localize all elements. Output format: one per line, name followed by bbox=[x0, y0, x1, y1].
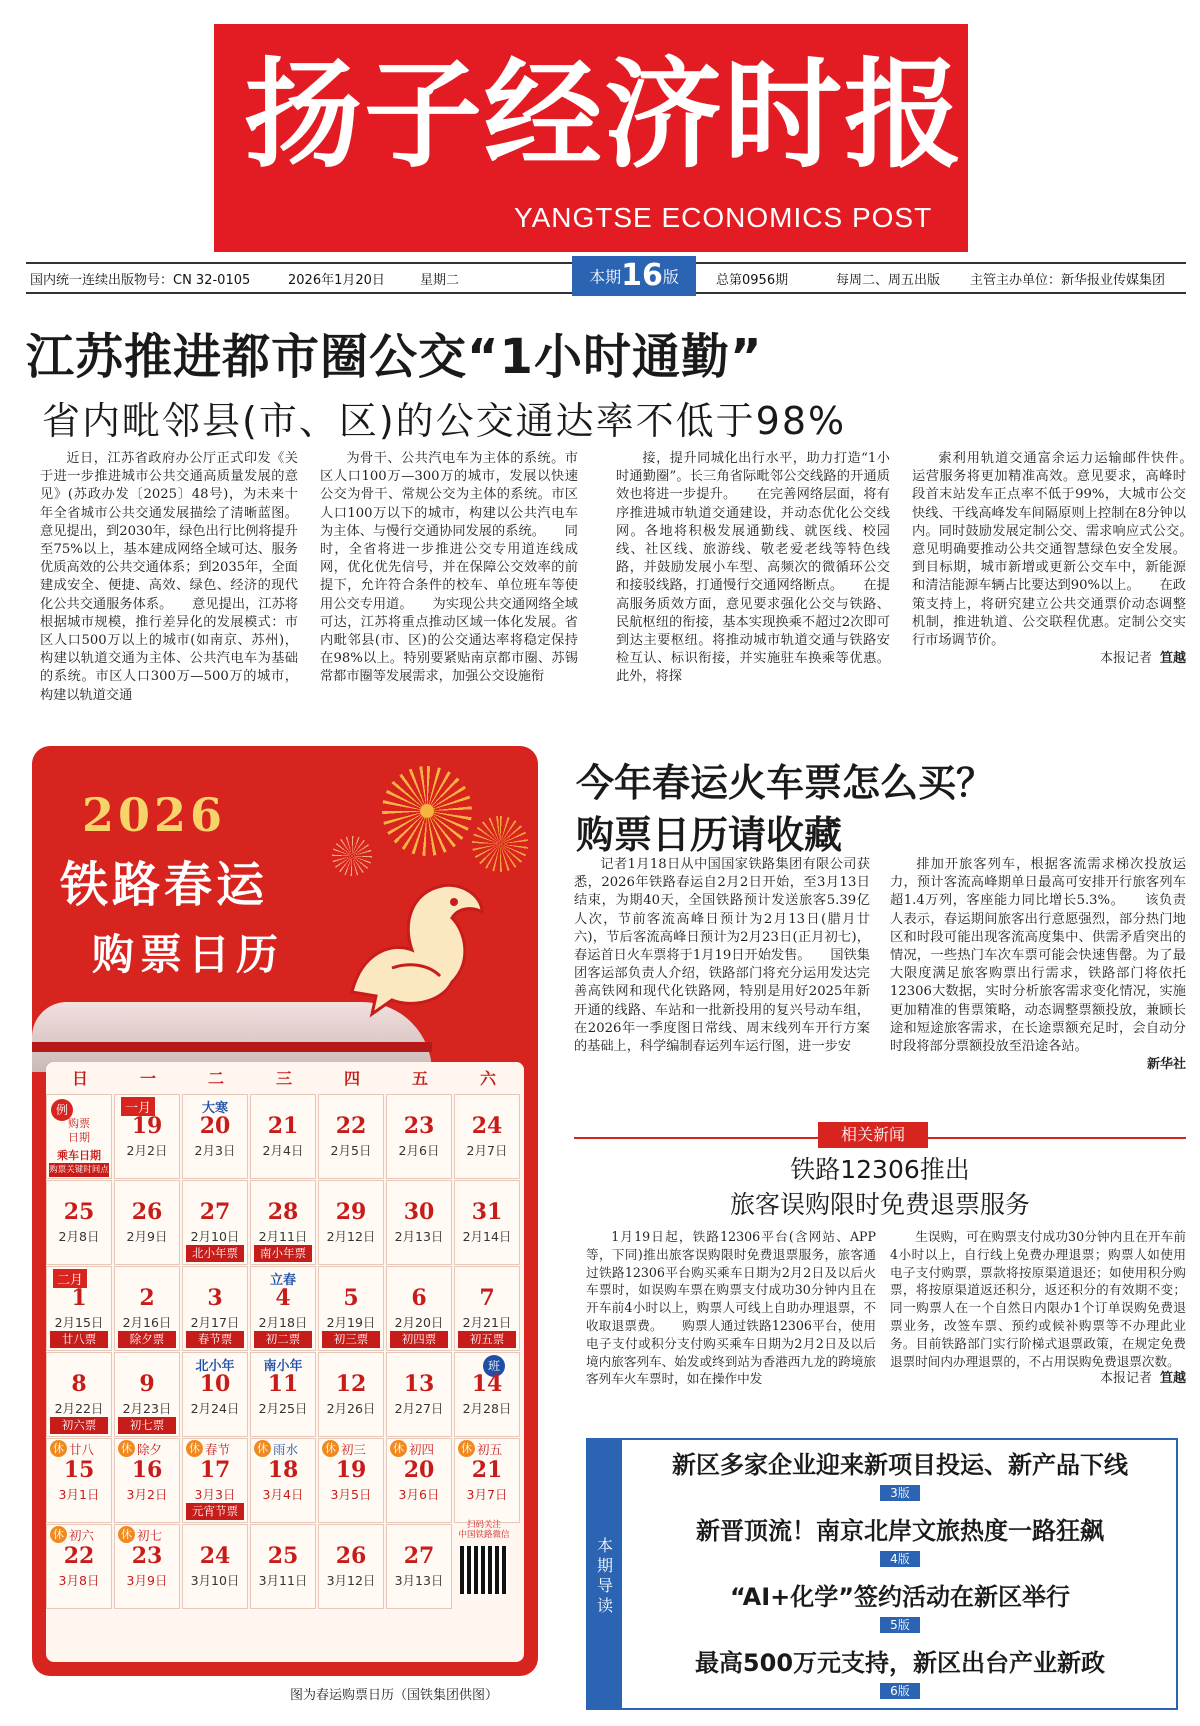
calendar-day-cell bbox=[182, 1524, 248, 1609]
calendar-ride-date: 2月10日 bbox=[190, 1229, 240, 1244]
calendar-cell-tag: 北小年 bbox=[195, 1359, 235, 1374]
calendar-day-cell bbox=[318, 1438, 384, 1523]
guide-item-title: 新区多家企业迎来新项目投运、新产品下线 bbox=[672, 1451, 1128, 1479]
calendar-purchase-day: 13 bbox=[403, 1371, 435, 1397]
calendar-purchase-day: 15 bbox=[63, 1457, 95, 1483]
calendar-ride-date: 2月26日 bbox=[326, 1401, 376, 1416]
lunar-label: 除夕 bbox=[137, 1442, 163, 1457]
poster-year: 2026 bbox=[82, 788, 227, 842]
calendar-purchase-day: 26 bbox=[131, 1199, 163, 1225]
calendar-day-cell bbox=[386, 1524, 452, 1609]
lunar-label: 初七 bbox=[137, 1528, 163, 1543]
calendar-day-cell bbox=[46, 1438, 112, 1523]
calendar-purchase-day: 1 bbox=[71, 1285, 87, 1311]
weekday-label: 四 bbox=[343, 1069, 360, 1088]
calendar-day-cell bbox=[386, 1094, 452, 1179]
calendar-ride-date: 2月19日 bbox=[326, 1315, 376, 1330]
calendar-ride-date: 2月17日 bbox=[190, 1315, 240, 1330]
lead-byline: 本报记者 笪越 bbox=[1099, 651, 1186, 667]
lead-headline: 江苏推进都市圈公交“1小时通勤” bbox=[26, 329, 763, 385]
calendar-ride-date: 2月16日 bbox=[122, 1315, 172, 1330]
calendar-purchase-day: 22 bbox=[63, 1543, 95, 1569]
calendar-cell-tag: 大寒 bbox=[201, 1101, 228, 1116]
calendar-purchase-day: 23 bbox=[131, 1543, 163, 1569]
calendar-purchase-day: 31 bbox=[471, 1199, 503, 1225]
holiday-badge: 休 bbox=[458, 1440, 475, 1457]
lead-column-2: 为骨干、公共汽电车为主体的系统。市区人口100万—300万的城市，发展以快速公交为骨干、常规公交为主体的系统。市区人口100万以下的城市，构建以公共汽电车为主体、与慢行交通协同发展的系统。 同时，全省将进一步推进公交专用道连线成网，优化优先信号，并在保障公交效率的前提下，允许符合条件的校车、单位班车等使用公交专用道。 为实现公共交通网络全域可达，江苏将重点推动区域一体化发展。省内毗邻县(市、区)的公交通达率将稳定保持在98%以上。特别要紧贴南京都市圈、苏锡常都市圈等发展需求，加强公交设施衔 bbox=[320, 451, 578, 685]
guide-item[interactable] bbox=[624, 1580, 1176, 1633]
legend-ride-label: 乘车日期 bbox=[57, 1149, 101, 1162]
calendar-ride-date: 3月11日 bbox=[258, 1573, 308, 1588]
lunar-label: 初五 bbox=[477, 1442, 503, 1457]
calendar-ride-date: 2月7日 bbox=[466, 1143, 508, 1158]
calendar-purchase-day: 12 bbox=[335, 1371, 367, 1397]
calendar-key-ticket: 初五票 bbox=[458, 1331, 516, 1348]
guide-item-page: 6版 bbox=[880, 1683, 920, 1699]
calendar-day-cell bbox=[454, 1094, 520, 1179]
page-count-number: 16 bbox=[621, 258, 663, 293]
second-column-1: 记者1月18日从中国国家铁路集团有限公司获悉，2026年铁路春运自2月2日开始，至3月13日结束，为期40天，全国铁路预计发送旅客5.39亿人次，节前客流高峰日预计为2月13日(腊月廿六)，节后客流高峰日预计为2月23日(正月初七)，春运首日火车票将于1月19日开始发售。 国铁集团客运部负责人介绍，铁路部门将充分运用发达完善高铁网和现代化铁路网，特别是用好2025年新开通的线路、车站和一批新投用的复兴号动车组，在2026年一季度图日常线、周末线列车开行方案的基础上，科学编制春运列车运行图，进一步安 bbox=[574, 857, 870, 1055]
calendar-day-cell bbox=[182, 1094, 248, 1179]
masthead-title: 扬子经济时报 bbox=[244, 45, 965, 184]
calendar-day-cell bbox=[386, 1266, 452, 1351]
guide-item-page: 4版 bbox=[880, 1551, 920, 1567]
calendar-ride-date: 2月15日 bbox=[54, 1315, 104, 1330]
related-news-label: 相关新闻 bbox=[818, 1122, 928, 1148]
calendar-purchase-day: 25 bbox=[267, 1543, 299, 1569]
calendar-ride-date: 3月7日 bbox=[466, 1487, 508, 1502]
calendar-ride-date: 3月10日 bbox=[190, 1573, 240, 1588]
guide-item-title: 新晋顶流！南京北岸文旅热度一路狂飙 bbox=[696, 1517, 1104, 1545]
calendar-day-cell bbox=[182, 1352, 248, 1437]
calendar-cell-tag: 二月 bbox=[53, 1269, 87, 1288]
holiday-badge: 休 bbox=[50, 1440, 67, 1457]
calendar-ride-date: 2月28日 bbox=[462, 1401, 512, 1416]
issue-date: 2026年1月20日 bbox=[288, 273, 385, 288]
holiday-badge: 休 bbox=[118, 1526, 135, 1543]
calendar-cell-tag: 一月 bbox=[121, 1097, 155, 1116]
legend-buy-label: 购票 日期 bbox=[68, 1117, 90, 1144]
calendar-day-cell bbox=[318, 1094, 384, 1179]
calendar-day-cell bbox=[182, 1180, 248, 1265]
calendar-poster bbox=[32, 746, 538, 1676]
legend-badge: 例 bbox=[51, 1099, 73, 1121]
calendar-ride-date: 2月11日 bbox=[258, 1229, 308, 1244]
calendar-day-cell bbox=[46, 1266, 112, 1351]
calendar-day-cell bbox=[46, 1352, 112, 1437]
lunar-label: 初六 bbox=[69, 1528, 95, 1543]
legend-key-label: 购票关键时间点 bbox=[49, 1165, 109, 1175]
holiday-badge: 休 bbox=[390, 1440, 407, 1457]
holiday-badge: 休 bbox=[254, 1440, 271, 1457]
weekday-label: 六 bbox=[479, 1069, 496, 1088]
calendar-purchase-day: 23 bbox=[403, 1113, 435, 1139]
calendar-day-cell bbox=[318, 1180, 384, 1265]
calendar-key-ticket: 初三票 bbox=[322, 1331, 380, 1348]
related-column-1: 1月19日起，铁路12306平台(含网站、APP等，下同)推出旅客误购限时免费退票服务，旅客通过铁路12306平台购买乘车日期为2月2日及以后火车票时，如误购车票在购票支付成功30分钟内且在开车前4小时以上，购票人可线上自助办理退票，不收取退票费。 购票人通过铁路12306平台，使用电子支付或积分支付购买乘车日期为2月2日及以后境内旅客列车、始发或终到站为香港西九龙的跨境旅客列车火车票时，如在操作中发 bbox=[586, 1229, 876, 1387]
calendar-day-cell bbox=[114, 1094, 180, 1179]
calendar-ride-date: 2月13日 bbox=[394, 1229, 444, 1244]
calendar-purchase-day: 27 bbox=[403, 1543, 435, 1569]
weekday-label: 一 bbox=[139, 1069, 156, 1088]
lunar-label: 初三 bbox=[341, 1442, 367, 1457]
related-title-line2: 旅客误购限时免费退票服务 bbox=[729, 1190, 1030, 1219]
related-title-line1: 铁路12306推出 bbox=[790, 1155, 970, 1184]
calendar-purchase-day: 16 bbox=[131, 1457, 163, 1483]
calendar-day-cell bbox=[386, 1352, 452, 1437]
holiday-badge: 休 bbox=[50, 1526, 67, 1543]
calendar-ride-date: 2月9日 bbox=[126, 1229, 168, 1244]
calendar-ride-date: 2月27日 bbox=[394, 1401, 444, 1416]
calendar-key-ticket: 初六票 bbox=[50, 1417, 108, 1434]
calendar-ride-date: 3月1日 bbox=[58, 1487, 100, 1502]
weekday-label: 三 bbox=[275, 1069, 292, 1088]
calendar-day-cell bbox=[182, 1438, 248, 1523]
calendar bbox=[46, 1062, 524, 1662]
calendar-day-cell bbox=[454, 1180, 520, 1265]
lead-column-4: 索利用轨道交通富余运力运输邮件快件。 运营服务将更加精准高效。意见要求，高峰时段首末站发车正点率不低于99%，大城市公交快线、干线高峰发车间隔原则上控制在8分钟以内。同时鼓励发展定制公交、需求响应式公交。 意见明确要推动公共交通智慧绿色安全发展。到目标期，城市新增或更新公交车中，新能源和清洁能源车辆占比要达到90%以上。 在政策支持上，将研究建立公共交通票价动态调整机制，推进轨道、公交联程优惠。定制公交实行市场调节价。 本报记者 笪越 bbox=[912, 450, 1186, 718]
calendar-ride-date: 2月25日 bbox=[258, 1401, 308, 1416]
weekday-label: 日 bbox=[71, 1069, 88, 1088]
calendar-day-cell bbox=[46, 1180, 112, 1265]
calendar-day-cell bbox=[114, 1438, 180, 1523]
calendar-purchase-day: 8 bbox=[71, 1371, 87, 1397]
calendar-day-cell bbox=[250, 1266, 316, 1351]
calendar-day-cell bbox=[114, 1266, 180, 1351]
calendar-ride-date: 2月6日 bbox=[398, 1143, 440, 1158]
calendar-purchase-day: 22 bbox=[335, 1113, 367, 1139]
lead-subheadline: 省内毗邻县(市、区)的公交通达率不低于98% bbox=[42, 399, 847, 443]
lunar-label: 春节 bbox=[205, 1442, 231, 1457]
calendar-purchase-day: 17 bbox=[199, 1457, 231, 1483]
calendar-purchase-day: 26 bbox=[335, 1543, 367, 1569]
second-headline-line2: 购票日历请收藏 bbox=[576, 813, 843, 857]
issue-guide bbox=[586, 1438, 1178, 1710]
calendar-key-ticket: 初七票 bbox=[118, 1417, 176, 1434]
calendar-ride-date: 3月8日 bbox=[58, 1573, 100, 1588]
calendar-day-cell bbox=[250, 1352, 316, 1437]
poster-title-line1: 铁路春运 bbox=[60, 857, 269, 913]
publish-schedule: 每周二、周五出版 bbox=[836, 273, 941, 288]
calendar-ride-date: 3月3日 bbox=[194, 1487, 236, 1502]
calendar-day-cell bbox=[454, 1266, 520, 1351]
calendar-key-ticket: 除夕票 bbox=[118, 1331, 176, 1348]
calendar-purchase-day: 10 bbox=[199, 1371, 231, 1397]
calendar-ride-date: 2月14日 bbox=[462, 1229, 512, 1244]
calendar-day-cell bbox=[318, 1266, 384, 1351]
calendar-purchase-day: 7 bbox=[479, 1285, 495, 1311]
calendar-ride-date: 2月2日 bbox=[126, 1143, 168, 1158]
calendar-ride-date: 2月4日 bbox=[262, 1143, 304, 1158]
calendar-day-cell bbox=[318, 1524, 384, 1609]
calendar-purchase-day: 18 bbox=[267, 1457, 299, 1483]
masthead bbox=[214, 24, 968, 252]
calendar-purchase-day: 21 bbox=[471, 1457, 503, 1483]
guide-item-title: “AI+化学”签约活动在新区举行 bbox=[729, 1583, 1071, 1611]
calendar-key-ticket: 南小年票 bbox=[254, 1245, 312, 1262]
calendar-weekday-row bbox=[46, 1062, 524, 1092]
calendar-purchase-day: 24 bbox=[471, 1113, 503, 1139]
calendar-day-cell bbox=[386, 1438, 452, 1523]
calendar-purchase-day: 5 bbox=[343, 1285, 359, 1311]
lunar-label: 雨水 bbox=[273, 1442, 299, 1457]
publisher: 主管主办单位：新华报业传媒集团 bbox=[970, 273, 1166, 288]
calendar-purchase-day: 30 bbox=[403, 1199, 435, 1225]
related-byline: 本报记者 笪越 bbox=[1099, 1371, 1186, 1387]
calendar-ride-date: 2月5日 bbox=[330, 1143, 372, 1158]
calendar-ride-date: 3月6日 bbox=[398, 1487, 440, 1502]
calendar-day-cell bbox=[46, 1524, 112, 1609]
horse-papercut-icon bbox=[332, 872, 502, 1022]
guide-item[interactable] bbox=[624, 1514, 1176, 1567]
calendar-day-cell bbox=[250, 1438, 316, 1523]
calendar-purchase-day: 20 bbox=[403, 1457, 435, 1483]
weekday-label: 二 bbox=[207, 1069, 224, 1088]
qr-code-icon[interactable] bbox=[460, 1546, 508, 1594]
lunar-label: 初四 bbox=[409, 1442, 435, 1457]
calendar-ride-date: 2月22日 bbox=[54, 1401, 104, 1416]
calendar-ride-date: 3月5日 bbox=[330, 1487, 372, 1502]
calendar-ride-date: 2月3日 bbox=[194, 1143, 236, 1158]
calendar-ride-date: 2月24日 bbox=[190, 1401, 240, 1416]
calendar-ride-date: 3月2日 bbox=[126, 1487, 168, 1502]
calendar-day-cell bbox=[250, 1180, 316, 1265]
publication-number: 国内统一连续出版物号：CN 32-0105 bbox=[30, 273, 251, 288]
calendar-ride-date: 3月9日 bbox=[126, 1573, 168, 1588]
lead-column-3: 接，提升同城化出行水平，助力打造“1小时通勤圈”。长三角省际毗邻公交线路的开通质效也将进一步提升。 在完善网络层面，将有序推进城市轨道交通建设，并动态优化公交线网。各地将积极发展通勤线、就医线、校园线、社区线、旅游线、敬老爱老线等特色线路，并鼓励发展小车型、高频次的微循环公交和接驳线路，打通慢行交通网络断点。 在提高服务质效方面，意见要求强化公交与铁路、民航枢纽的衔接，基本实现换乘不超过2次即可到达主要枢纽。将推动城市轨道交通与铁路安检互认、标识衔接，并实施驻车换乘等优惠。此外，将探 bbox=[616, 451, 890, 685]
calendar-ride-date: 3月12日 bbox=[326, 1573, 376, 1588]
second-byline: 新华社 bbox=[1146, 1057, 1186, 1073]
calendar-day-cell bbox=[454, 1352, 520, 1437]
calendar-day-cell bbox=[114, 1180, 180, 1265]
calendar-ride-date: 2月12日 bbox=[326, 1229, 376, 1244]
calendar-key-ticket: 廿八票 bbox=[50, 1331, 108, 1348]
calendar-purchase-day: 2 bbox=[139, 1285, 155, 1311]
calendar-ride-date: 2月8日 bbox=[58, 1229, 100, 1244]
calendar-ride-date: 2月21日 bbox=[462, 1315, 512, 1330]
calendar-ride-date: 3月13日 bbox=[394, 1573, 444, 1588]
guide-side-label: 本期导读 bbox=[588, 1440, 622, 1708]
guide-item[interactable] bbox=[624, 1646, 1176, 1699]
second-headline-line1: 今年春运火车票怎么买？ bbox=[576, 761, 995, 805]
calendar-key-ticket: 元宵节票 bbox=[186, 1503, 244, 1520]
calendar-purchase-day: 24 bbox=[199, 1543, 231, 1569]
calendar-purchase-day: 27 bbox=[199, 1199, 231, 1225]
calendar-purchase-day: 19 bbox=[131, 1113, 163, 1139]
firework-icon bbox=[382, 766, 472, 856]
calendar-purchase-day: 20 bbox=[199, 1113, 231, 1139]
calendar-purchase-day: 14 bbox=[471, 1371, 503, 1397]
calendar-ride-date: 2月20日 bbox=[394, 1315, 444, 1330]
calendar-purchase-day: 19 bbox=[335, 1457, 367, 1483]
calendar-purchase-day: 21 bbox=[267, 1113, 299, 1139]
page-count-prefix: 本期 bbox=[589, 267, 622, 287]
calendar-purchase-day: 11 bbox=[267, 1371, 299, 1397]
calendar-key-ticket: 北小年票 bbox=[186, 1245, 244, 1262]
issue-number: 总第0956期 bbox=[716, 273, 789, 288]
guide-item-page: 3版 bbox=[880, 1485, 920, 1501]
calendar-ride-date: 2月23日 bbox=[122, 1401, 172, 1416]
train-stripe bbox=[32, 1042, 432, 1052]
holiday-badge: 休 bbox=[186, 1440, 203, 1457]
calendar-cell-tag: 南小年 bbox=[263, 1359, 303, 1374]
calendar-purchase-day: 3 bbox=[207, 1285, 223, 1311]
poster-caption: 图为春运购票日历（国铁集团供图） bbox=[290, 1688, 499, 1703]
calendar-purchase-day: 9 bbox=[139, 1371, 155, 1397]
qr-caption: 扫码关注 中国铁路微信 bbox=[458, 1520, 510, 1540]
calendar-purchase-day: 6 bbox=[411, 1285, 427, 1311]
calendar-legend bbox=[46, 1094, 112, 1179]
guide-item[interactable] bbox=[624, 1448, 1176, 1501]
holiday-badge: 休 bbox=[118, 1440, 135, 1457]
guide-item-page: 5版 bbox=[880, 1617, 920, 1633]
calendar-day-cell bbox=[114, 1352, 180, 1437]
calendar-day-cell bbox=[114, 1524, 180, 1609]
calendar-purchase-day: 28 bbox=[267, 1199, 299, 1225]
page-count-suffix: 版 bbox=[662, 267, 679, 287]
qr-block bbox=[454, 1518, 514, 1603]
calendar-day-cell bbox=[182, 1266, 248, 1351]
firework-icon bbox=[332, 836, 372, 876]
holiday-badge: 休 bbox=[322, 1440, 339, 1457]
poster-title-line2: 购票日历 bbox=[92, 930, 285, 979]
calendar-purchase-day: 4 bbox=[275, 1285, 291, 1311]
calendar-key-ticket: 初二票 bbox=[254, 1331, 312, 1348]
calendar-day-cell bbox=[318, 1352, 384, 1437]
info-bar bbox=[26, 258, 1186, 294]
calendar-day-cell bbox=[250, 1524, 316, 1609]
weekday-label: 五 bbox=[411, 1069, 428, 1088]
firework-icon bbox=[472, 816, 528, 872]
calendar-day-cell bbox=[386, 1180, 452, 1265]
calendar-purchase-day: 29 bbox=[335, 1199, 367, 1225]
calendar-key-ticket: 初四票 bbox=[390, 1331, 448, 1348]
calendar-purchase-day: 25 bbox=[63, 1199, 95, 1225]
calendar-key-ticket: 春节票 bbox=[186, 1331, 244, 1348]
calendar-day-cell bbox=[454, 1438, 520, 1523]
workday-badge: 班 bbox=[483, 1355, 505, 1377]
lead-column-1: 近日，江苏省政府办公厅正式印发《关于进一步推进城市公共交通高质量发展的意见》(苏政办发〔2025〕48号)，为未来十年全省城市公共交通发展描绘了清晰蓝图。意见提出，到2030年，绿色出行比例将提升至75%以上，基本建成网络全域可达、服务优质高效的公共交通体系；到2035年，全面建成安全、便捷、高效、绿色、经济的现代化公共交通服务体系。 意见提出，江苏将根据城市规模，推行差异化的发展模式：市区人口500万以上的城市(如南京、苏州)，构建以轨道交通为主体、公共汽电车为基础的系统。市区人口300万—500万的城市，构建以轨道交通 bbox=[40, 451, 298, 703]
calendar-cell-tag: 立春 bbox=[269, 1273, 296, 1288]
issue-weekday: 星期二 bbox=[420, 273, 460, 288]
related-column-2: 生误购，可在购票支付成功30分钟内且在开车前4小时以上，自行线上免费办理退票；购票人如使用电子支付购票，票款将按原渠道退还；如使用积分购票，将按原渠道返还积分，返还积分的有效期不变；同一购票人在一个自然日内限办1个订单误购免费退票业务，改签车票、预约或候补购票等不办理此业务。目前铁路部门实行阶梯式退票政策，在规定免费退票时间内办理退票的，不占用误购免费退票次数。 本报记者 笪越 bbox=[890, 1229, 1186, 1387]
page-count-badge bbox=[572, 256, 696, 296]
calendar-ride-date: 3月4日 bbox=[262, 1487, 304, 1502]
calendar-day-cell bbox=[250, 1094, 316, 1179]
masthead-subtitle: YANGTSE ECONOMICS POST bbox=[514, 202, 933, 233]
calendar-ride-date: 2月18日 bbox=[258, 1315, 308, 1330]
guide-item-title: 最高500万元支持，新区出台产业新政 bbox=[694, 1649, 1106, 1677]
second-column-2: 排加开旅客列车，根据客流需求梯次投放运力，预计客流高峰期单日最高可安排开行旅客列车超1.4万列，客座能力同比增长5.3%。 该负责人表示，春运期间旅客出行意愿强烈，部分热门地区和时段可能出现客流高度集中、供需矛盾突出的情况，一些热门车次车票可能会快速售罄。为了最大限度满足旅客购票出行需求，铁路部门将依托12306大数据，实时分析旅客需求变化情况，实施更加精准的售票策略，动态调整票额投放，兼顾长途和短途旅客需求，在长途票额充足时，会自动分时段将部分票额投放至沿途各站。 新华社 bbox=[890, 856, 1186, 1112]
lunar-label: 廿八 bbox=[69, 1442, 95, 1457]
